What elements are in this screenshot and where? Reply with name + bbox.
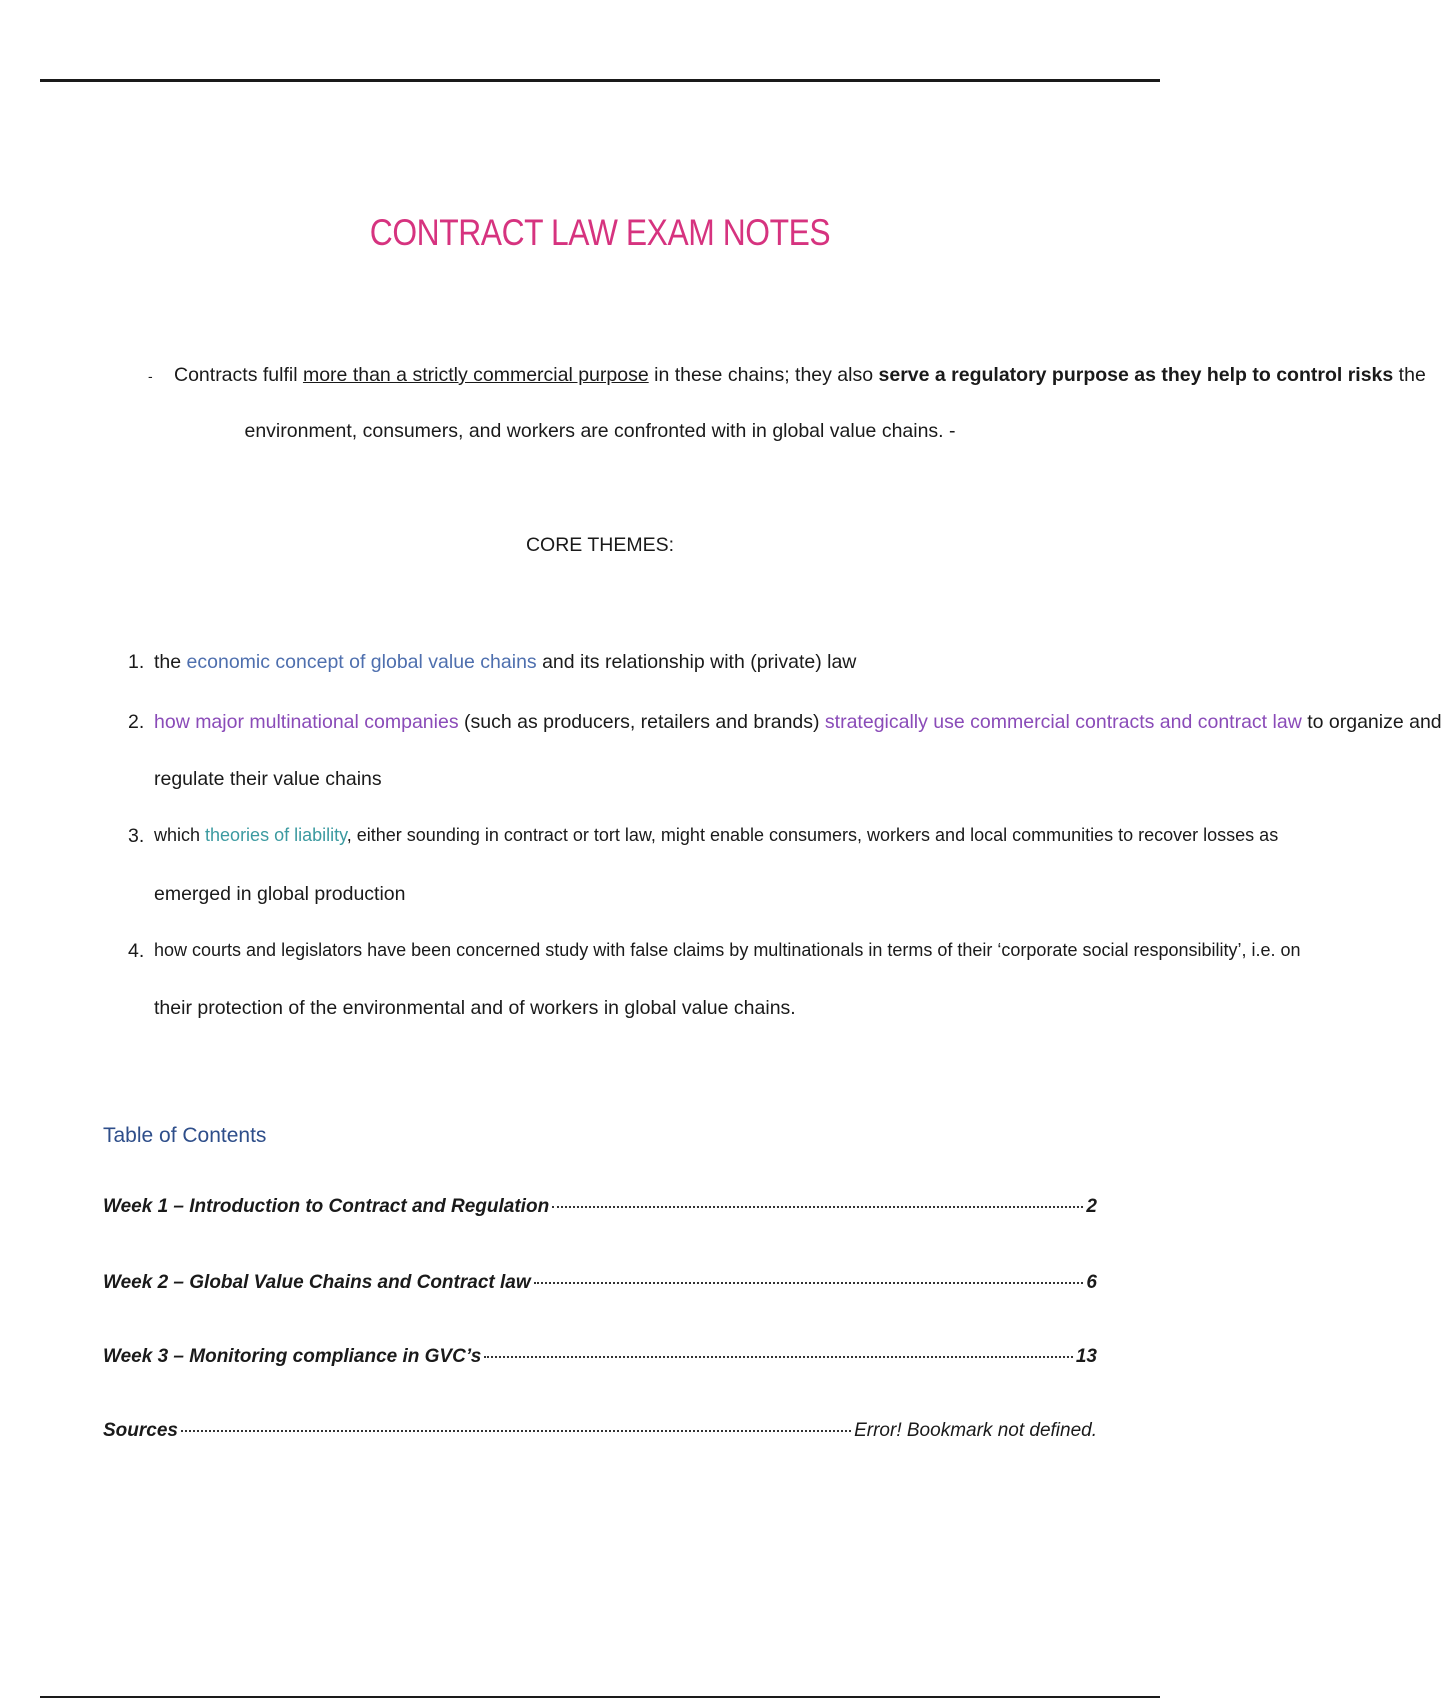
theme-number: 3.	[128, 825, 145, 847]
intro-bold-phrase: serve a regulatory purpose as they help to control risks	[878, 364, 1394, 386]
toc-leader-dots	[534, 1282, 1084, 1284]
toc-page-number[interactable]: 13	[1075, 1346, 1097, 1367]
theme-number: 1.	[128, 651, 145, 673]
toc-entry-week-1[interactable]	[103, 1196, 1097, 1218]
intro-underlined-phrase: more than a strictly commercial purpose	[302, 364, 649, 386]
intro-bullet: -	[148, 368, 153, 384]
theme-text: their protection of the environmental and of workers in global value chains.	[154, 997, 796, 1019]
intro-line-2: environment, consumers, and workers are confronted with in global value chains. -	[244, 420, 956, 442]
theme-highlight: how major multinational companies	[154, 711, 459, 733]
toc-leader-dots	[552, 1206, 1083, 1208]
intro-line-1	[174, 364, 1426, 387]
header-rule	[40, 79, 1160, 82]
toc-entry-label[interactable]: Sources	[103, 1420, 178, 1441]
theme-text-plain: the	[154, 651, 187, 673]
toc-entry-week-2[interactable]	[103, 1272, 1097, 1294]
theme-number: 4.	[128, 940, 145, 962]
theme-highlight: strategically use commercial contracts and contract law	[824, 711, 1302, 733]
theme-text-plain: (such as producers, retailers and brands)	[458, 711, 825, 733]
theme-text: how courts and legislators have been concerned study with false claims by multinationals in terms of their ‘corporate social responsibility’, i.e. on	[154, 940, 1301, 960]
intro-text-mid: in these chains; they also	[648, 364, 879, 386]
theme-text: emerged in global production	[154, 883, 406, 905]
toc-entry-label[interactable]: Week 3 – Monitoring compliance in GVC’s	[103, 1346, 482, 1367]
toc-page-number[interactable]: 6	[1086, 1272, 1097, 1293]
theme-number: 2.	[128, 711, 145, 733]
intro-text-start: Contracts fulfil	[174, 364, 303, 386]
toc-heading: Table of Contents	[103, 1124, 267, 1147]
toc-leader-dots	[181, 1430, 851, 1432]
toc-entry-label[interactable]: Week 1 – Introduction to Contract and Regulation	[103, 1196, 550, 1217]
toc-entry-sources[interactable]	[103, 1420, 1097, 1442]
theme-text	[154, 651, 856, 674]
intro-text-end: the	[1393, 364, 1426, 386]
theme-text: regulate their value chains	[154, 768, 382, 790]
toc-entry-week-3[interactable]	[103, 1346, 1097, 1368]
theme-text-plain: and its relationship with (private) law	[536, 651, 857, 673]
document-title: CONTRACT LAW EXAM NOTES	[369, 212, 831, 253]
theme-text-plain: to organize and	[1301, 711, 1442, 733]
theme-text-plain: which	[154, 825, 206, 845]
toc-leader-dots	[484, 1356, 1073, 1358]
toc-entry-label[interactable]: Week 2 – Global Value Chains and Contract law	[103, 1272, 531, 1293]
theme-highlight: theories of liability	[205, 825, 347, 845]
footer-rule	[40, 1696, 1160, 1698]
core-themes-heading: CORE THEMES:	[525, 534, 675, 556]
theme-text	[154, 711, 1442, 734]
theme-text-plain: , either sounding in contract or tort law, might enable consumers, workers and local communities to recover losses as	[346, 825, 1279, 845]
toc-page-number[interactable]: Error! Bookmark not defined.	[854, 1420, 1097, 1441]
toc-page-number[interactable]: 2	[1086, 1196, 1097, 1217]
theme-highlight: economic concept of global value chains	[186, 651, 537, 673]
theme-text	[154, 825, 1278, 846]
